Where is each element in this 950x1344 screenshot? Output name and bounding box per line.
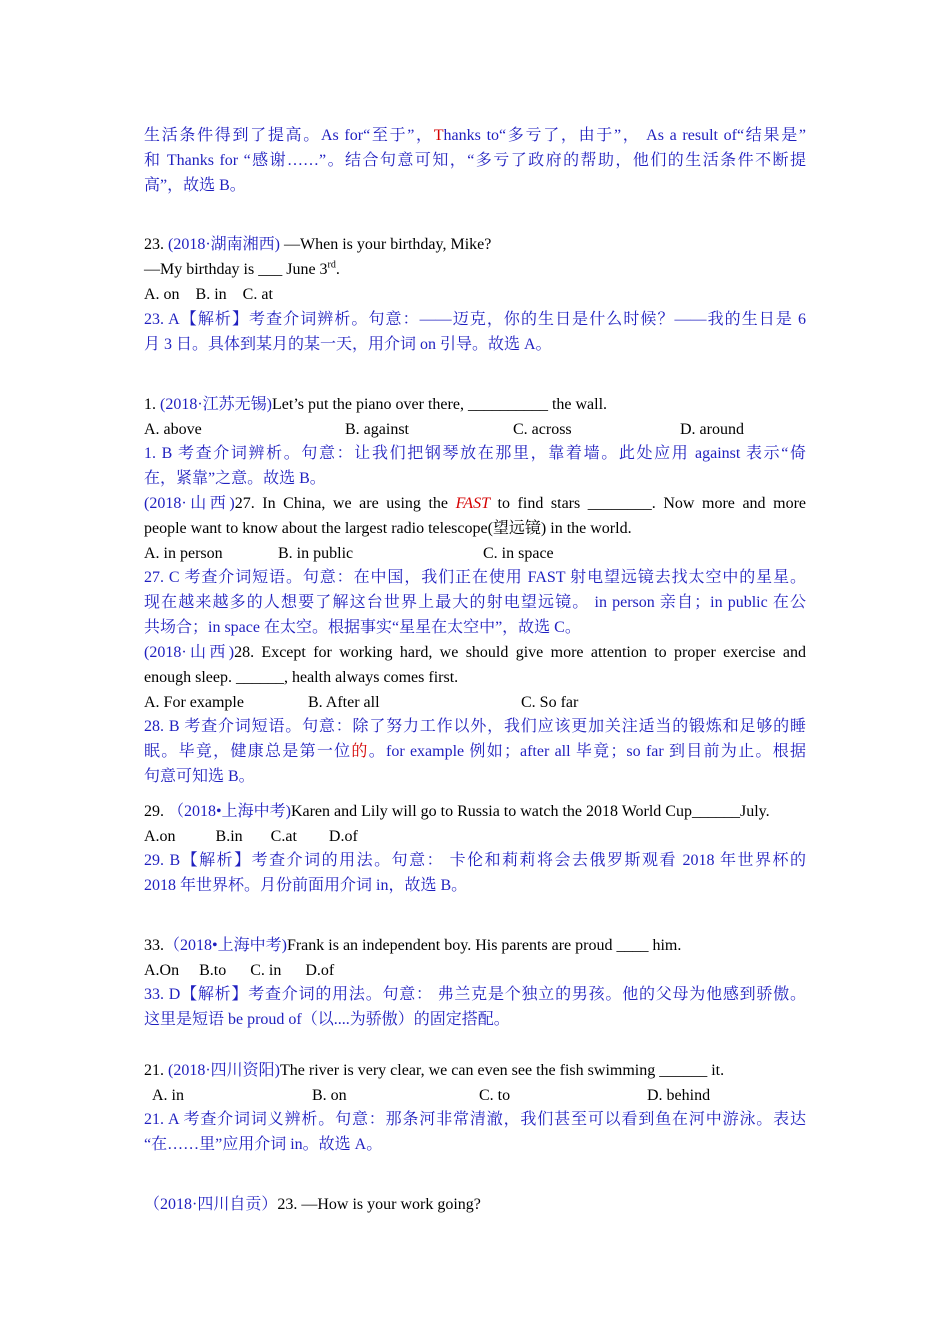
option-a: A. For example <box>144 694 244 711</box>
option-a: A. in person <box>144 545 223 562</box>
answer-28-line-1: 28. B 考查介词短语。句意：除了努力工作以外，我们应该更加关注适当的锻炼和足够的睡 <box>144 718 806 735</box>
question-27-line-2: people want to know about the largest radio telescope(望远镜) in the world. <box>144 520 632 537</box>
option-d: D. behind <box>647 1087 711 1104</box>
intro-text: 生活条件得到了提高。As for“至于”， <box>144 127 434 144</box>
option-a: A. above <box>144 421 202 438</box>
question-number: 23. <box>144 236 164 253</box>
question-23-line-2 <box>144 260 806 280</box>
question-28-stem <box>144 643 806 663</box>
question-text: Frank is an independent boy. His parents are proud ____ him. <box>286 937 682 954</box>
intro-line-1 <box>144 126 806 146</box>
answer-27-line-3: 共场合；in space 在太空。根据事实“星星在太空中”，故选 C。 <box>144 619 581 636</box>
answer-29-line-2: 2018 年世界杯。月份前面用介词 in，故选 B。 <box>144 877 468 894</box>
question-text: . <box>335 261 340 278</box>
fast-highlight: FAST <box>455 495 490 512</box>
answer-27-line-1: 27. C 考查介词短语。句意：在中国，我们正在使用 FAST 射电望远镜去找太空中的星星。 <box>144 569 806 586</box>
question-28-line-2: enough sleep. ______, health always comes first. <box>144 669 459 686</box>
question-text: 23. —How is your work going? <box>277 1196 481 1213</box>
answer-33-line-2: 这里是短语 be proud of（以....为骄傲）的固定搭配。 <box>144 1011 510 1028</box>
question-27-stem <box>144 494 806 514</box>
question-number: 1. <box>144 396 156 413</box>
option-b: B. on <box>312 1087 347 1104</box>
question-source: (2018·四川资阳) <box>168 1062 280 1079</box>
answer-27-line-2: 现在越来越多的人想要了解这台世界上最大的射电望远镜。 in person 亲自；in public 在公 <box>144 594 806 611</box>
answer-1-line-1: 1. B 考查介词辨析。句意：让我们把钢琴放在那里，靠着墙。此处应用 against 表示“倚 <box>144 445 806 462</box>
answer-21-line-2: “在……里”应用介词 in。故选 A。 <box>144 1136 383 1153</box>
answer-23-line-1: 23. A【解析】考查介词辨析。句意：——迈克，你的生日是什么时候？——我的生日是 6 <box>144 311 806 328</box>
option-b: B. against <box>345 421 409 438</box>
answer-28-line-2 <box>144 742 806 762</box>
answer-text: 。for example 例如；after all 毕竟；so far 到目前为止。根据 <box>368 743 806 760</box>
question-source: (2018·江苏无锡) <box>160 396 272 413</box>
answer-33-line-1: 33. D【解析】考查介词的用法。句意： 弗兰克是个独立的男孩。他的父母为他感到骄傲。 <box>144 986 806 1003</box>
question-29-stem <box>144 802 806 822</box>
question-text: 27. In China, we are using the <box>234 495 456 512</box>
option-c: C. So far <box>521 694 579 711</box>
option-b: B. in public <box>278 545 354 562</box>
question-1-stem <box>144 395 806 415</box>
answer-21-line-1: 21. A 考查介词词义辨析。句意：那条河非常清澈，我们甚至可以看到鱼在河中游泳。表达 <box>144 1111 806 1128</box>
option-a: A. in <box>152 1087 184 1104</box>
question-text: Karen and Lily will go to Russia to watch the 2018 World Cup______July. <box>290 803 770 820</box>
question-23-options: A. on B. in C. at <box>144 286 273 303</box>
answer-23-line-2: 月 3 日。具体到某月的某一天，用介词 on 引导。故选 A。 <box>144 336 552 353</box>
question-number: 29. <box>144 803 164 820</box>
question-number: 21. <box>144 1062 164 1079</box>
question-33-stem <box>144 936 806 956</box>
intro-line-2: 和 Thanks for “感谢……”。结合句意可知，“多亏了政府的帮助，他们的生活条件不断提 <box>144 152 806 169</box>
answer-1-line-2: 在，紧靠”之意。故选 B。 <box>144 470 326 487</box>
intro-red-letter: T <box>433 127 444 144</box>
superscript: rd <box>327 259 336 271</box>
question-source: (2018·湖南湘西) <box>168 236 280 253</box>
question-source: (2018·山西) <box>144 644 235 661</box>
question-text: to find stars ________. Now more and more <box>489 495 806 512</box>
question-text: —My birthday is ___ June 3 <box>144 261 328 278</box>
question-23-stem <box>144 235 806 255</box>
option-c: C. to <box>479 1087 511 1104</box>
option-c: C. across <box>513 421 572 438</box>
answer-text: 眠。毕竟，健康总是第一位 <box>144 743 352 760</box>
intro-line-3: 高”，故选 B。 <box>144 177 246 194</box>
question-text: Let’s put the piano over there, __________ the wall. <box>272 396 608 413</box>
question-29-options: A.on B.in C.at D.of <box>144 828 358 845</box>
option-d: D. around <box>680 421 744 438</box>
question-21-stem <box>144 1061 806 1081</box>
option-c: C. in space <box>483 545 554 562</box>
question-text: 28. Except for working hard, we should give more attention to proper exercise and <box>234 644 806 661</box>
question-23b-stem <box>144 1195 806 1215</box>
question-source: （2018•上海中考) <box>164 937 287 954</box>
question-source: （2018•上海中考) <box>168 803 291 820</box>
answer-29-line-1: 29. B【解析】考查介词的用法。句意： 卡伦和莉莉将会去俄罗斯观看 2018 年世界杯的 <box>144 852 806 869</box>
question-number: 33. <box>144 937 164 954</box>
answer-28-line-3: 句意可知选 B。 <box>144 768 255 785</box>
question-source: (2018·山西) <box>144 495 235 512</box>
question-source: （2018·四川自贡） <box>144 1196 278 1213</box>
question-33-options: A.On B.to C. in D.of <box>144 962 335 979</box>
intro-text: hanks to“多亏了，由于”， As a result of“结果是” <box>443 127 806 144</box>
answer-red-char: 的 <box>351 743 369 760</box>
option-b: B. After all <box>308 694 380 711</box>
question-text: The river is very clear, we can even see the fish swimming ______ it. <box>280 1062 725 1079</box>
question-text: —When is your birthday, Mike? <box>280 236 492 253</box>
